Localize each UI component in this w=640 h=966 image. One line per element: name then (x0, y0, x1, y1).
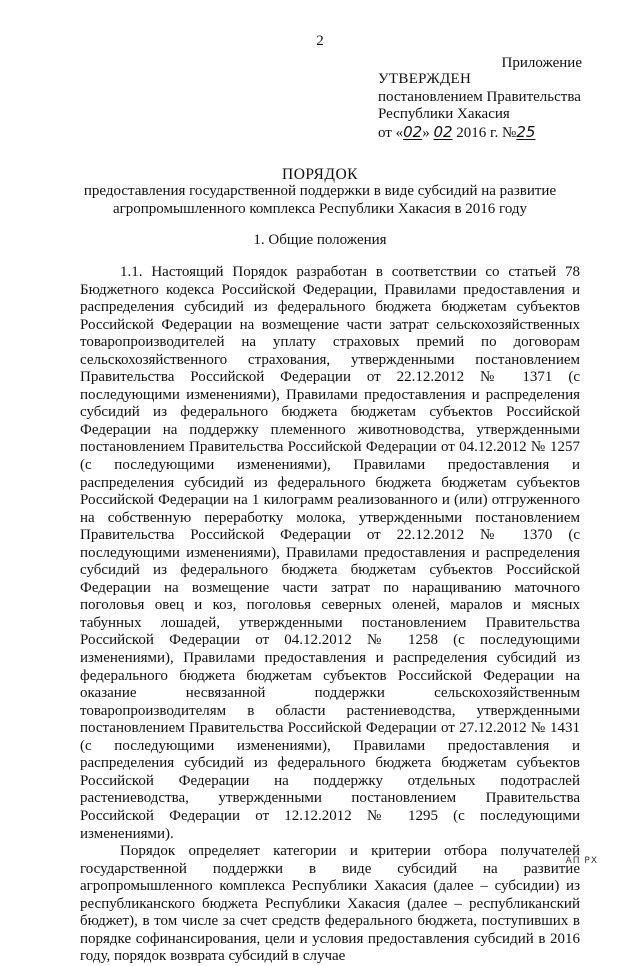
approved-title: УТВЕРЖДЕН (378, 71, 472, 87)
appendix-label: Приложение (501, 55, 582, 71)
handwritten-day: 02 (403, 122, 423, 141)
date-mid: » (422, 124, 434, 141)
date-prefix: от « (378, 124, 404, 141)
date-year: 2016 г. № (452, 124, 517, 141)
body-text (80, 264, 580, 966)
handwritten-decree-number: 25 (516, 122, 536, 141)
handwritten-month: 02 (433, 122, 453, 141)
approval-block (378, 71, 581, 142)
decree-date-line (378, 124, 581, 143)
paragraph-2: Порядок определяет категории и критерии отбора получателей государственной поддержки в виде субсидий на развитие агропромышленного комплекса Республики Хакасия (далее – субсидии) из республиканского бюджета Республики Хакасия (далее – республиканский бюджет), в том числе за счет средств федерального бюджета, поступивших в порядке софинансирования, цели и условия предоставления субсидий в 2016 году, порядок возврата субсидий в случае (80, 843, 580, 965)
decree-line-2: Республики Хакасия (378, 106, 510, 122)
document-subtitle: предоставления государственной поддержки в виде субсидий на развитие агропромышленного комплекса Республики Хакасия в 2016 году (83, 183, 557, 217)
document-title: ПОРЯДОК (282, 166, 358, 183)
decree-line-1: постановлением Правительства (378, 88, 581, 105)
section-heading: 1. Общие положения (253, 232, 387, 248)
page-number: 2 (316, 33, 324, 49)
footer-mark: АП РХ (565, 856, 598, 866)
paragraph-1-1: 1.1. Настоящий Порядок разработан в соответствии со статьей 78 Бюджетного кодекса Российской Федерации, Правилами предоставления и распределения субсидий из федерального бюджета бюджетам субъектов Российской Федерации на возмещение части затрат сельскохозяйственных товаропроизводителей на уплату страховых премий по договорам сельскохозяйственного страхования, утвержденными постановлением Правительства Российской Федерации от 22.12.2012 № 1371 (с последующими изменениями), Правилами предоставления и распределения субсидий из федерального бюджета бюджетам субъектов Российской Федерации на поддержку племенного животноводства, утвержденными постановлением Правительства Российской Федерации от 04.12.2012 № 1257 (с последующими изменениями), Правилами предоставления и распределения субсидий из федерального бюджета бюджетам субъектов Российской Федерации на 1 килограмм реализованного и (или) отгруженного на собственную переработку молока, утвержденными постановлением Правительства Российской Федерации от 22.12.2012 № 1370 (с последующими изменениями), Правилами предоставления и распределения субсидий из федерального бюджета бюджетам субъектов Российской Федерации на возмещение части затрат по наращиванию маточного поголовья овец и коз, поголовья северных оленей, маралов и мясных табунных лошадей, утвержденными постановлением Правительства Российской Федерации от 04.12.2012 № 1258 (с последующими изменениями), Правилами предоставления и распределения субсидий из федерального бюджета бюджетам субъектов Российской Федерации на оказание несвязанной поддержки сельскохозяйственным товаропроизводителям в области растениеводства, утвержденными постановлением Правительства Российской Федерации от 27.12.2012 № 1431 (с последующими изменениями), Правилами предоставления и распределения субсидий из федерального бюджета бюджетам субъектов Российской Федерации на поддержку отдельных подотраслей растениеводства, утвержденными постановлением Правительства Российской Федерации от 12.12.2012 № 1295 (с последующими изменениями). (80, 264, 580, 842)
